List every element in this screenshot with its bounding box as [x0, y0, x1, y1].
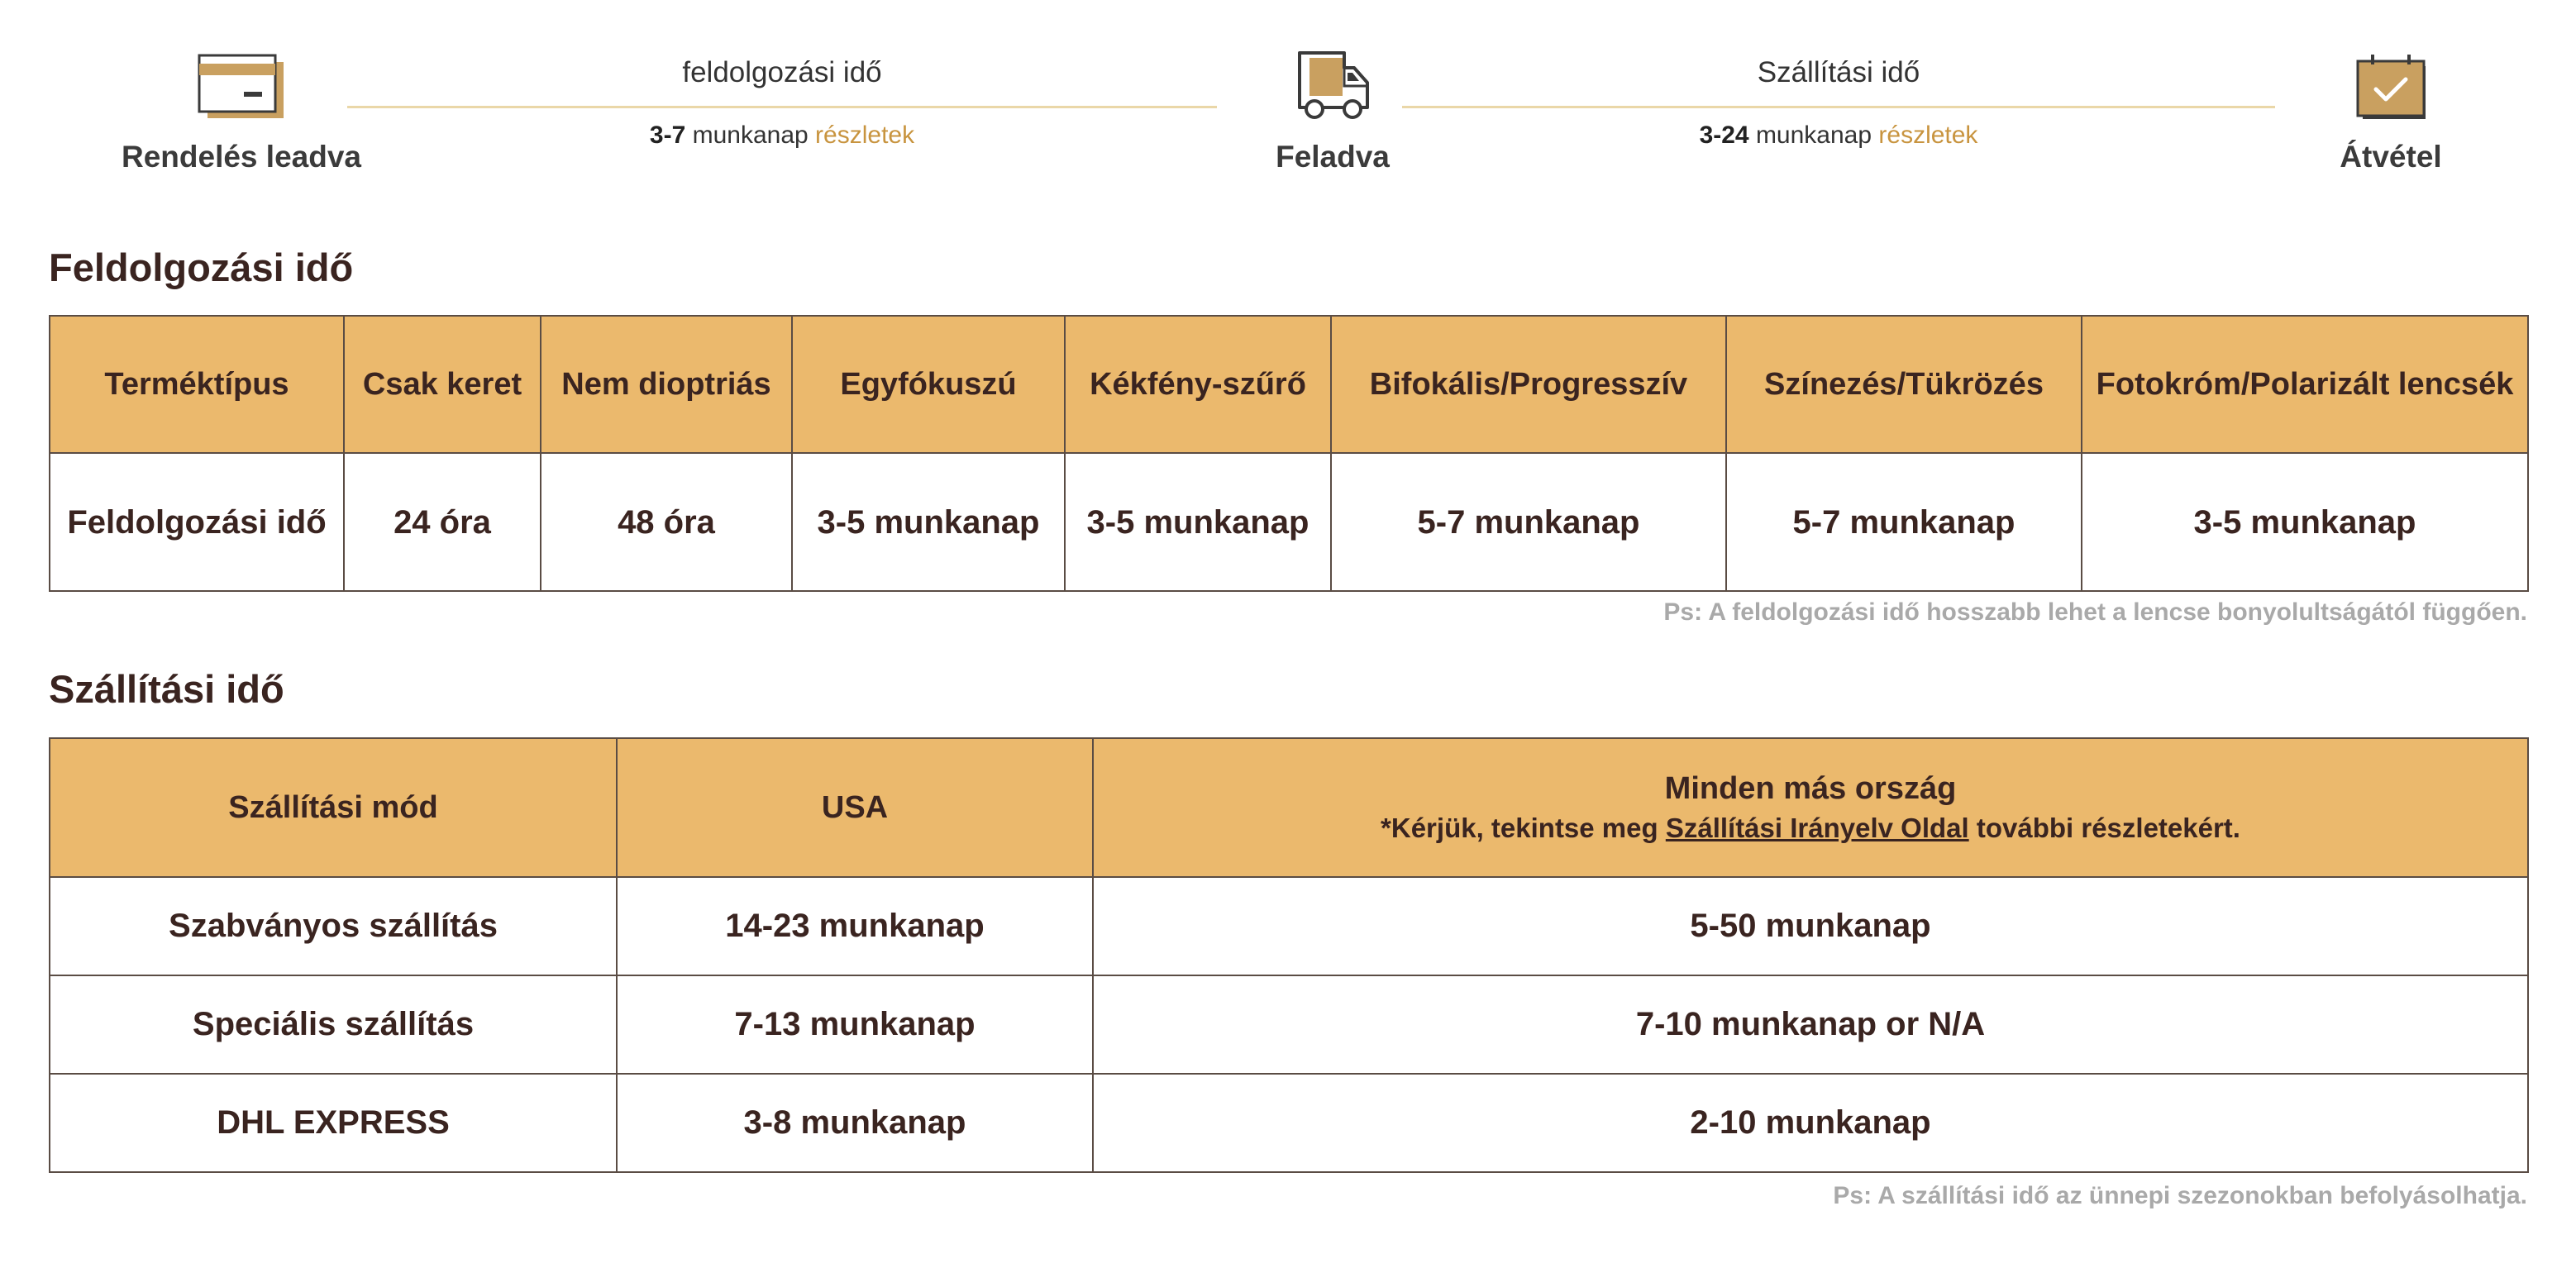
shipping-header-row	[50, 738, 2528, 877]
shipping-policy-note-prefix: *Kérjük, tekintse meg	[1381, 813, 1666, 843]
order-progress	[0, 0, 2576, 198]
step-order-placed	[93, 45, 390, 174]
header-product-type: Terméktípus	[50, 316, 344, 453]
shipping-time-table	[49, 737, 2529, 1173]
shipping-segment-line	[1402, 106, 2275, 108]
shipping-details-link[interactable]: részletek	[1878, 122, 1978, 149]
step-shipped-label: Feladva	[1276, 140, 1390, 174]
value-frame-only: 24 óra	[344, 453, 541, 591]
header-tint-mirror: Színezés/Tükrözés	[1726, 316, 2082, 453]
processing-footnote: Ps: A feldolgozási idő hosszabb lehet a lencse bonyolultságától függően.	[1663, 598, 2527, 626]
header-frame-only: Csak keret	[344, 316, 541, 453]
credit-card-icon	[93, 45, 390, 128]
value-non-prescription: 48 óra	[541, 453, 792, 591]
header-shipping-method: Szállítási mód	[50, 738, 617, 877]
other-dhl: 2-10 munkanap	[1093, 1074, 2528, 1172]
shipping-segment	[1402, 51, 2275, 150]
processing-unit: munkanap	[685, 122, 816, 149]
processing-segment-duration	[347, 122, 1217, 150]
header-bifocal-progressive: Bifokális/Progresszív	[1331, 316, 1726, 453]
processing-value-row	[50, 453, 2528, 591]
shipping-segment-duration	[1402, 122, 2275, 150]
method-dhl: DHL EXPRESS	[50, 1074, 617, 1172]
header-blue-light: Kékfény-szűrő	[1065, 316, 1331, 453]
shipping-policy-note	[1094, 809, 2527, 847]
usa-special: 7-13 munkanap	[617, 975, 1093, 1074]
other-standard: 5-50 munkanap	[1093, 877, 2528, 975]
calendar-check-icon	[2242, 45, 2540, 128]
step-received-label: Átvétel	[2340, 140, 2442, 174]
method-standard: Szabványos szállítás	[50, 877, 617, 975]
usa-dhl: 3-8 munkanap	[617, 1074, 1093, 1172]
value-blue-light: 3-5 munkanap	[1065, 453, 1331, 591]
row-label-processing-time: Feldolgozási idő	[50, 453, 344, 591]
shipping-range: 3-24	[1699, 122, 1749, 149]
value-tint-mirror: 5-7 munkanap	[1726, 453, 2082, 591]
table-row	[50, 877, 2528, 975]
shipping-footnote: Ps: A szállítási idő az ünnepi szezonokban befolyásolhatja.	[1833, 1182, 2527, 1209]
step-order-label: Rendelés leadva	[122, 140, 361, 174]
usa-standard: 14-23 munkanap	[617, 877, 1093, 975]
header-non-prescription: Nem dioptriás	[541, 316, 792, 453]
processing-range: 3-7	[649, 122, 686, 149]
shipping-section-title: Szállítási idő	[49, 667, 284, 711]
header-usa: USA	[617, 738, 1093, 877]
processing-segment-line	[347, 106, 1217, 108]
value-photochromic-polarized: 3-5 munkanap	[2082, 453, 2528, 591]
processing-header-row	[50, 316, 2528, 453]
other-special: 7-10 munkanap or N/A	[1093, 975, 2528, 1074]
processing-section-title: Feldolgozási idő	[49, 245, 354, 289]
shipping-policy-note-suffix: további részletekért.	[1968, 813, 2240, 843]
shipping-segment-title: Szállítási idő	[1757, 56, 1920, 88]
header-other-countries	[1093, 738, 2528, 877]
table-row	[50, 1074, 2528, 1172]
shipping-policy-link[interactable]: Szállítási Irányelv Oldal	[1665, 813, 1969, 843]
processing-segment	[347, 51, 1217, 150]
shipping-unit: munkanap	[1748, 122, 1879, 149]
method-special: Speciális szállítás	[50, 975, 617, 1074]
step-received	[2242, 45, 2540, 174]
header-single-vision: Egyfókuszú	[792, 316, 1065, 453]
processing-time-table	[49, 315, 2529, 592]
value-bifocal-progressive: 5-7 munkanap	[1331, 453, 1726, 591]
processing-segment-title: feldolgozási idő	[682, 56, 882, 88]
processing-details-link[interactable]: részletek	[815, 122, 915, 149]
header-other-countries-label: Minden más ország	[1664, 771, 1957, 806]
table-row	[50, 975, 2528, 1074]
header-photochromic-polarized: Fotokróm/Polarizált lencsék	[2082, 316, 2528, 453]
value-single-vision: 3-5 munkanap	[792, 453, 1065, 591]
